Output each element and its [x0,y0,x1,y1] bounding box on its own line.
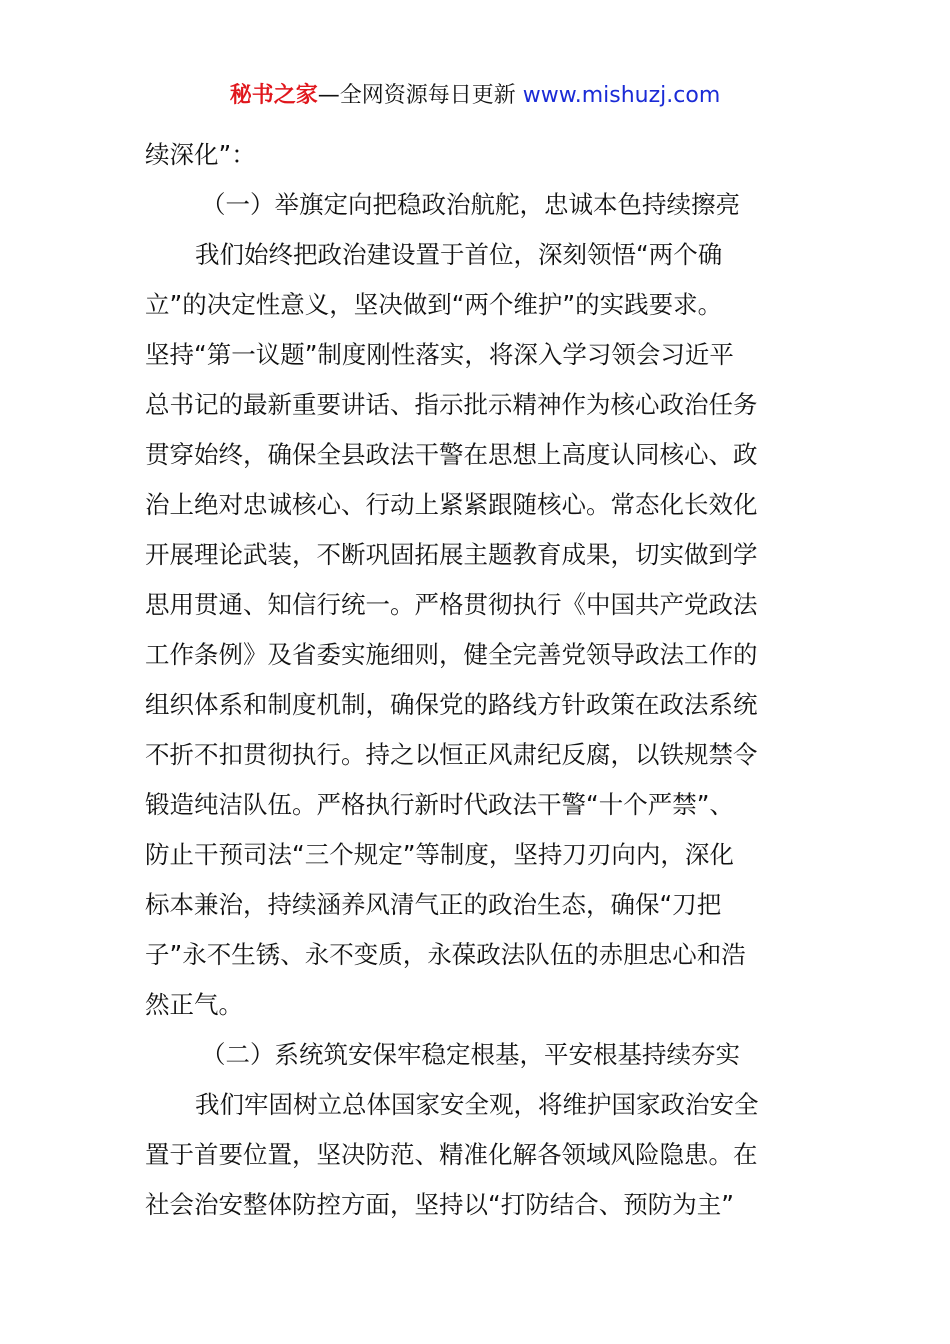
text-line: 工作条例》及省委实施细则，健全完善党领导政法工作的 [145,640,758,669]
site-url-link[interactable]: www.mishuzj.com [522,83,721,108]
text-line: 防止干预司法“三个规定”等制度，坚持刀刃向内，深化 [145,840,734,869]
site-header [0,80,950,112]
text-line: 不折不扣贯彻执行。持之以恒正风肃纪反腐，以铁规禁令 [145,740,758,769]
text-line: 组织体系和制度机制，确保党的路线方针政策在政法系统 [145,690,758,719]
document-body [145,130,810,1230]
text-line: 置于首要位置，坚决防范、精准化解各领域风险隐患。在 [145,1140,758,1169]
paragraph-first-line: 我们牢固树立总体国家安全观，将维护国家政治安全 [195,1090,759,1119]
text-line: 锻造纯洁队伍。严格执行新时代政法干警“十个严禁”、 [145,790,734,819]
text-line: 子”永不生锈、永不变质，永葆政法队伍的赤胆忠心和浩 [145,940,746,969]
text-line: 总书记的最新重要讲话、指示批示精神作为核心政治任务 [145,390,758,419]
text-line: 社会治安整体防控方面，坚持以“打防结合、预防为主” [145,1190,734,1219]
text-line: 坚持“第一议题”制度刚性落实，将深入学习领会习近平 [145,340,734,369]
text-line: 标本兼治，持续涵养风清气正的政治生态，确保“刀把 [145,890,722,919]
section-heading-1: （一）举旗定向把稳政治航舵，忠诚本色持续擦亮 [201,190,740,219]
text-line: 然正气。 [145,990,243,1019]
text-line: 续深化”： [145,140,256,169]
site-brand: 秘书之家 [229,83,318,108]
text-line: 思用贯通、知信行统一。严格贯彻执行《中国共产党政法 [145,590,758,619]
text-line: 贯穿始终，确保全县政法干警在思想上高度认同核心、政 [145,440,758,469]
paragraph-first-line: 我们始终把政治建设置于首位，深刻领悟“两个确 [195,240,723,269]
text-line: 治上绝对忠诚核心、行动上紧紧跟随核心。常态化长效化 [145,490,758,519]
text-line: 立”的决定性意义，坚决做到“两个维护”的实践要求。 [145,290,723,319]
text-line: 开展理论武装，不断巩固拓展主题教育成果，切实做到学 [145,540,758,569]
section-heading-2: （二）系统筑安保牢稳定根基，平安根基持续夯实 [201,1040,740,1069]
site-tagline: —全网资源每日更新 [317,83,516,108]
